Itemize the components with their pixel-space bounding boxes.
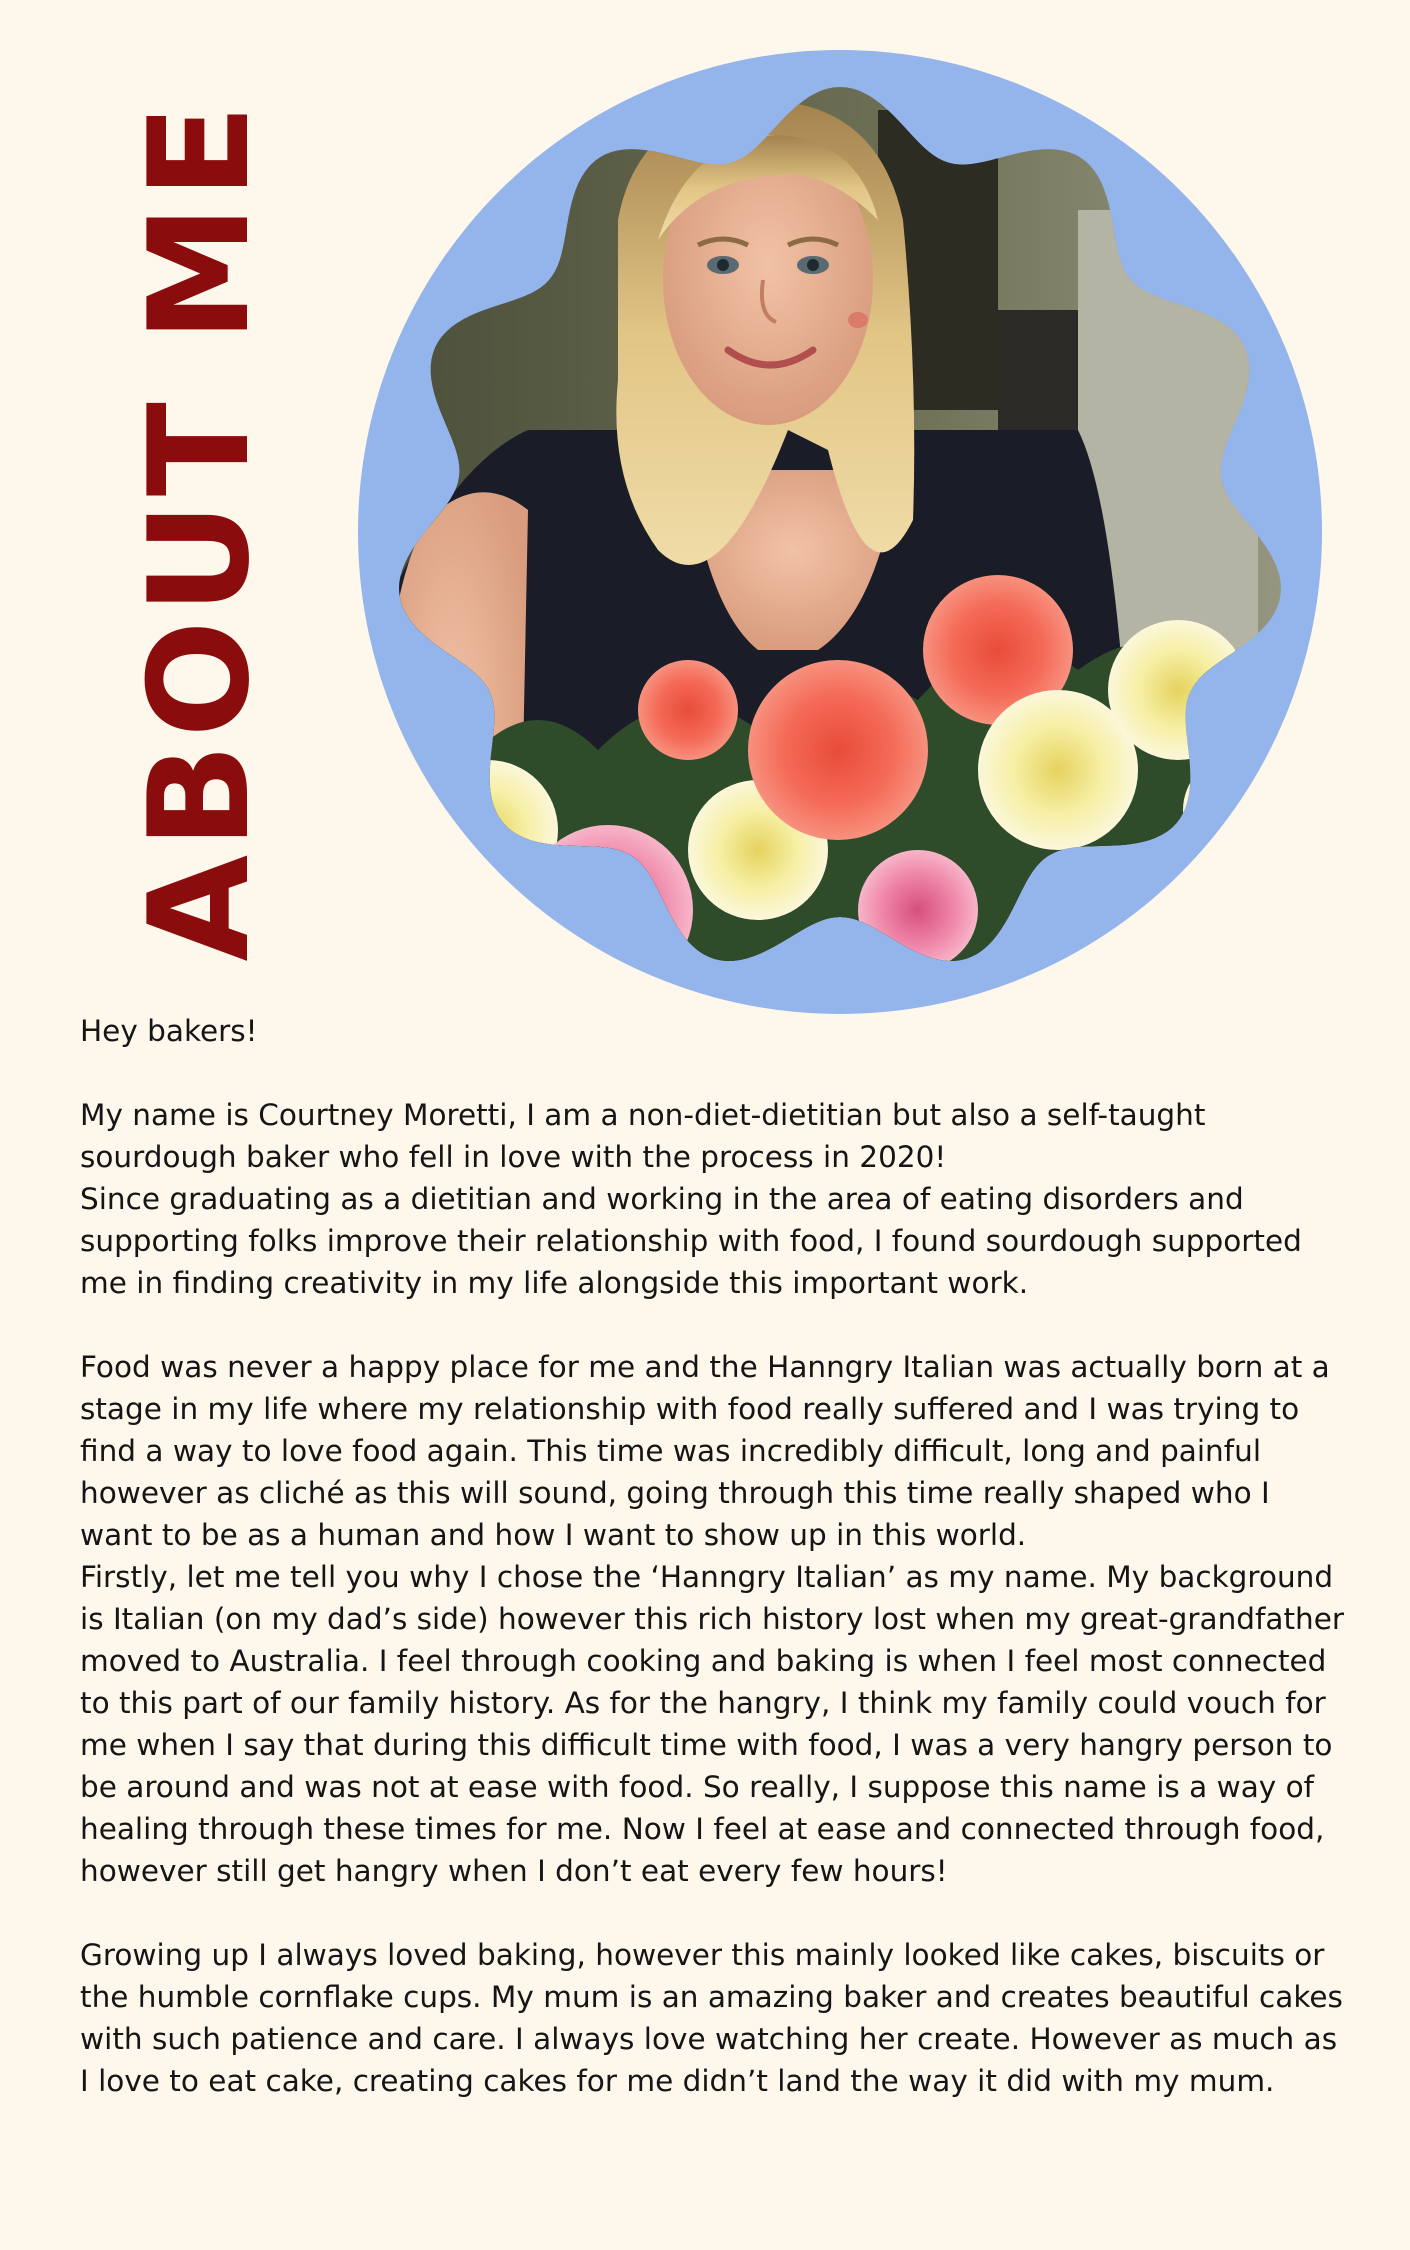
background-paragraph: Since graduating as a dietitian and working in the area of eating disorders and supporting folks improve their relationship with food, I found sourdough supported me in finding creativity in my life alongside this important work.	[80, 1182, 1302, 1300]
growing-up-paragraph: Growing up I always loved baking, however this mainly looked like cakes, biscuits or the humble cornflake cups. My mum is an amazing baker and creates beautiful cakes with such patience and care. I always love watching her create. However as much as I love to eat cake, creating cakes for me didn’t land the way it did with my mum.	[80, 1938, 1343, 2098]
page-title: ABOUT ME	[119, 98, 280, 962]
paragraph-gap	[80, 1052, 1350, 1094]
portrait-photo	[358, 50, 1323, 1015]
paragraph-gap	[80, 1304, 1350, 1346]
intro-paragraph: My name is Courtney Moretti, I am a non-diet-dietitian but also a self-taught sourdough baker who fell in love with the process in 2020!	[80, 1098, 1206, 1174]
story-paragraph: Food was never a happy place for me and the Hanngry Italian was actually born at a stage in my life where my relationship with food really suffered and I was trying to find a way to love food again. This time was incredibly difficult, long and painful however as cliché as this will sound, going through this time really shaped who I want to be as a human and how I want to show up in this world.	[80, 1350, 1330, 1552]
greeting: Hey bakers!	[80, 1014, 258, 1048]
portrait-photo-frame	[358, 50, 1323, 1015]
about-text	[80, 1010, 1350, 2102]
name-origin-paragraph: Firstly, let me tell you why I chose the ‘Hanngry Italian’ as my name. My background is Italian (on my dad’s side) however this rich history lost when my great-grandfather moved to Australia. I feel through cooking and baking is when I feel most connected to this part of our family history. As for the hangry, I think my family could vouch for me when I say that during this difficult time with food, I was a very hangry person to be around and was not at ease with food. So really, I suppose this name is a way of healing through these times for me. Now I feel at ease and connected through food, however still get hangry when I don’t eat every few hours!	[80, 1560, 1344, 1888]
paragraph-gap	[80, 1892, 1350, 1934]
